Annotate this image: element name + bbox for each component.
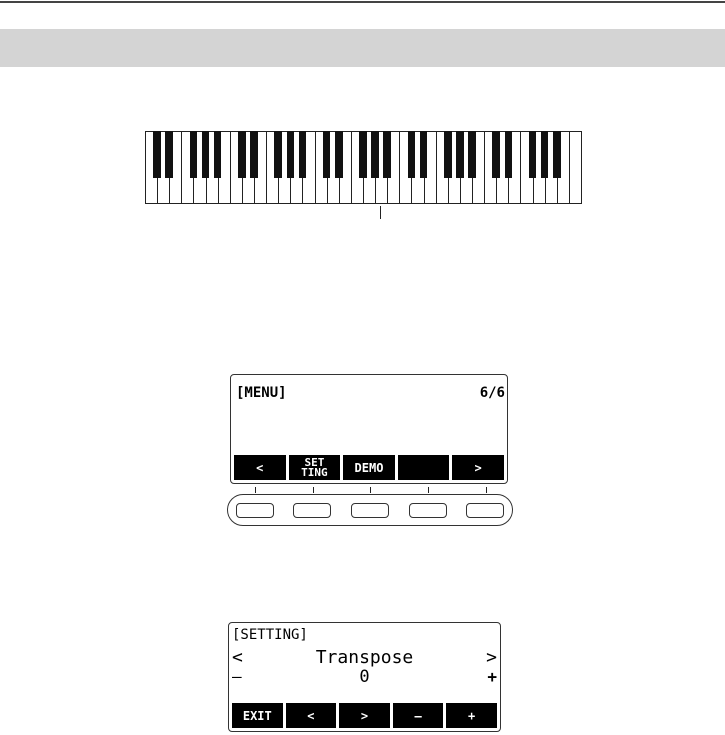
function-button-5[interactable] — [466, 503, 504, 518]
softkey-blank[interactable] — [398, 455, 450, 480]
setting-minus: – — [232, 667, 242, 686]
black-key — [250, 131, 258, 178]
setting-plus: + — [487, 667, 497, 686]
black-key — [323, 131, 331, 178]
black-key — [238, 131, 246, 178]
black-key — [299, 131, 307, 178]
function-button-2[interactable] — [293, 503, 331, 518]
tick-mark — [313, 487, 314, 493]
tick-mark — [370, 487, 371, 493]
softkey-setting[interactable]: SET TING — [289, 455, 341, 480]
softkey-prev[interactable]: < — [234, 455, 286, 480]
softkey-minus[interactable]: – — [393, 703, 444, 728]
setting-value: 0 — [359, 667, 370, 687]
menu-page-indicator: 6/6 — [479, 385, 505, 401]
menu-lcd-screen — [230, 374, 508, 484]
black-key — [529, 131, 537, 178]
black-key — [383, 131, 391, 178]
function-button-1[interactable] — [236, 503, 274, 518]
menu-softkey-bar — [234, 455, 504, 480]
black-key — [444, 131, 452, 178]
function-button-panel — [227, 494, 513, 526]
tick-mark — [428, 487, 429, 493]
menu-title: [MENU] — [236, 385, 287, 401]
black-key — [492, 131, 500, 178]
setting-title: [SETTING] — [232, 627, 308, 643]
setting-lcd-screen — [228, 622, 501, 732]
black-key — [468, 131, 476, 178]
softkey-next[interactable]: > — [452, 455, 504, 480]
setting-softkey-bar — [232, 703, 497, 728]
black-key — [153, 131, 161, 178]
setting-left-arrow[interactable]: < — [232, 647, 243, 668]
black-key — [214, 131, 222, 178]
softkey-plus[interactable]: + — [446, 703, 497, 728]
button-tick-marks — [0, 487, 725, 493]
black-key — [505, 131, 513, 178]
setting-item-name: Transpose — [315, 647, 414, 668]
black-key — [371, 131, 379, 178]
function-button-3[interactable] — [351, 503, 389, 518]
setting-right-arrow[interactable]: > — [486, 647, 497, 668]
top-rule — [0, 1, 725, 3]
black-key — [165, 131, 173, 178]
black-key — [541, 131, 549, 178]
white-key — [569, 131, 582, 204]
black-key — [456, 131, 464, 178]
tick-mark — [255, 487, 256, 493]
tick-mark — [486, 487, 487, 493]
section-header-bar — [0, 29, 725, 67]
softkey-demo[interactable]: DEMO — [343, 455, 395, 480]
softkey-prev[interactable]: < — [286, 703, 337, 728]
black-key — [287, 131, 295, 178]
softkey-exit[interactable]: EXIT — [232, 703, 283, 728]
softkey-next[interactable]: > — [339, 703, 390, 728]
middle-key-marker — [380, 206, 381, 219]
piano-keyboard — [145, 131, 581, 206]
black-key — [359, 131, 367, 178]
black-key — [408, 131, 416, 178]
black-key — [202, 131, 210, 178]
black-key — [553, 131, 561, 178]
black-key — [335, 131, 343, 178]
black-key — [190, 131, 198, 178]
black-key — [420, 131, 428, 178]
function-button-4[interactable] — [409, 503, 447, 518]
black-key — [274, 131, 282, 178]
